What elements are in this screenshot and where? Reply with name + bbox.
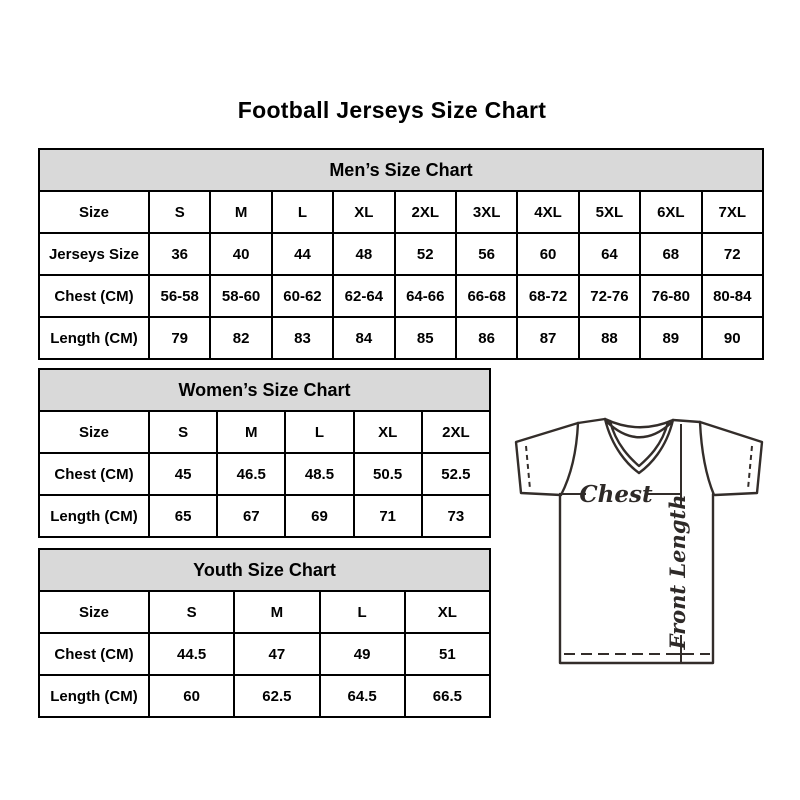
size-value-cell: 47 — [234, 633, 319, 675]
size-value-cell: 68-72 — [517, 275, 578, 317]
size-value-cell: 88 — [579, 317, 640, 359]
size-value-cell: 64 — [579, 233, 640, 275]
size-value-cell: 67 — [217, 495, 285, 537]
table-row — [39, 495, 490, 537]
size-value-cell: 72 — [702, 233, 763, 275]
table-row — [39, 191, 763, 233]
size-value-cell: M — [217, 411, 285, 453]
mens-size-table — [38, 148, 764, 360]
table-row — [39, 149, 763, 191]
row-label: Size — [39, 191, 149, 233]
row-label: Size — [39, 591, 149, 633]
row-label: Chest (CM) — [39, 633, 149, 675]
size-value-cell: 48.5 — [285, 453, 353, 495]
size-value-cell: 4XL — [517, 191, 578, 233]
table-row — [39, 369, 490, 411]
youth-size-table — [38, 548, 491, 718]
jersey-shoulder-seams — [578, 419, 700, 423]
size-value-cell: 52 — [395, 233, 456, 275]
table-row — [39, 591, 490, 633]
size-value-cell: 44 — [272, 233, 333, 275]
size-value-cell: L — [285, 411, 353, 453]
size-value-cell: 90 — [702, 317, 763, 359]
size-value-cell: 87 — [517, 317, 578, 359]
size-value-cell: 60-62 — [272, 275, 333, 317]
jersey-diagram — [498, 402, 768, 668]
womens-size-table — [38, 368, 491, 538]
size-value-cell: 65 — [149, 495, 217, 537]
size-value-cell: L — [272, 191, 333, 233]
chest-measure-label: Chest — [579, 481, 653, 508]
size-value-cell: 69 — [285, 495, 353, 537]
table-row — [39, 675, 490, 717]
size-value-cell: 51 — [405, 633, 490, 675]
row-label: Length (CM) — [39, 675, 149, 717]
size-value-cell: 56-58 — [149, 275, 210, 317]
table-row — [39, 233, 763, 275]
size-value-cell: 52.5 — [422, 453, 490, 495]
size-value-cell: 49 — [320, 633, 405, 675]
jersey-body-outline — [560, 494, 713, 663]
front-length-measure-label: Front Length — [665, 494, 690, 650]
size-value-cell: 58-60 — [210, 275, 271, 317]
size-value-cell: 68 — [640, 233, 701, 275]
size-value-cell: 2XL — [395, 191, 456, 233]
size-value-cell: XL — [354, 411, 422, 453]
table-row — [39, 633, 490, 675]
size-value-cell: 80-84 — [702, 275, 763, 317]
size-value-cell: 62.5 — [234, 675, 319, 717]
table-row — [39, 411, 490, 453]
size-value-cell: 6XL — [640, 191, 701, 233]
size-value-cell: S — [149, 591, 234, 633]
table-title: Men’s Size Chart — [39, 149, 763, 191]
table-row — [39, 275, 763, 317]
size-value-cell: 60 — [517, 233, 578, 275]
row-label: Length (CM) — [39, 495, 149, 537]
size-value-cell: 62-64 — [333, 275, 394, 317]
size-value-cell: L — [320, 591, 405, 633]
row-label: Length (CM) — [39, 317, 149, 359]
size-value-cell: 40 — [210, 233, 271, 275]
size-value-cell: M — [210, 191, 271, 233]
size-value-cell: 45 — [149, 453, 217, 495]
size-value-cell: 89 — [640, 317, 701, 359]
table-row — [39, 453, 490, 495]
size-value-cell: 56 — [456, 233, 517, 275]
jersey-collar — [605, 419, 673, 473]
size-value-cell: 50.5 — [354, 453, 422, 495]
size-value-cell: XL — [405, 591, 490, 633]
size-value-cell: 85 — [395, 317, 456, 359]
size-value-cell: 82 — [210, 317, 271, 359]
size-value-cell: 48 — [333, 233, 394, 275]
row-label: Chest (CM) — [39, 275, 149, 317]
size-value-cell: 71 — [354, 495, 422, 537]
row-label: Jerseys Size — [39, 233, 149, 275]
table-title: Women’s Size Chart — [39, 369, 490, 411]
size-value-cell: 44.5 — [149, 633, 234, 675]
size-value-cell: 84 — [333, 317, 394, 359]
size-value-cell: 2XL — [422, 411, 490, 453]
size-value-cell: 46.5 — [217, 453, 285, 495]
size-value-cell: S — [149, 411, 217, 453]
size-value-cell: 66.5 — [405, 675, 490, 717]
size-value-cell: 36 — [149, 233, 210, 275]
size-value-cell: 83 — [272, 317, 333, 359]
size-value-cell: 73 — [422, 495, 490, 537]
size-value-cell: 5XL — [579, 191, 640, 233]
size-value-cell: 86 — [456, 317, 517, 359]
size-value-cell: XL — [333, 191, 394, 233]
row-label: Size — [39, 411, 149, 453]
table-row — [39, 317, 763, 359]
size-value-cell: 64-66 — [395, 275, 456, 317]
table-row — [39, 549, 490, 591]
size-value-cell: 76-80 — [640, 275, 701, 317]
jersey-left-sleeve — [516, 423, 578, 495]
table-title: Youth Size Chart — [39, 549, 490, 591]
size-value-cell: 7XL — [702, 191, 763, 233]
size-value-cell: 66-68 — [456, 275, 517, 317]
page-title: Football Jerseys Size Chart — [237, 97, 547, 123]
size-value-cell: 79 — [149, 317, 210, 359]
size-value-cell: M — [234, 591, 319, 633]
size-value-cell: 60 — [149, 675, 234, 717]
row-label: Chest (CM) — [39, 453, 149, 495]
size-value-cell: 3XL — [456, 191, 517, 233]
size-value-cell: S — [149, 191, 210, 233]
size-value-cell: 64.5 — [320, 675, 405, 717]
size-value-cell: 72-76 — [579, 275, 640, 317]
